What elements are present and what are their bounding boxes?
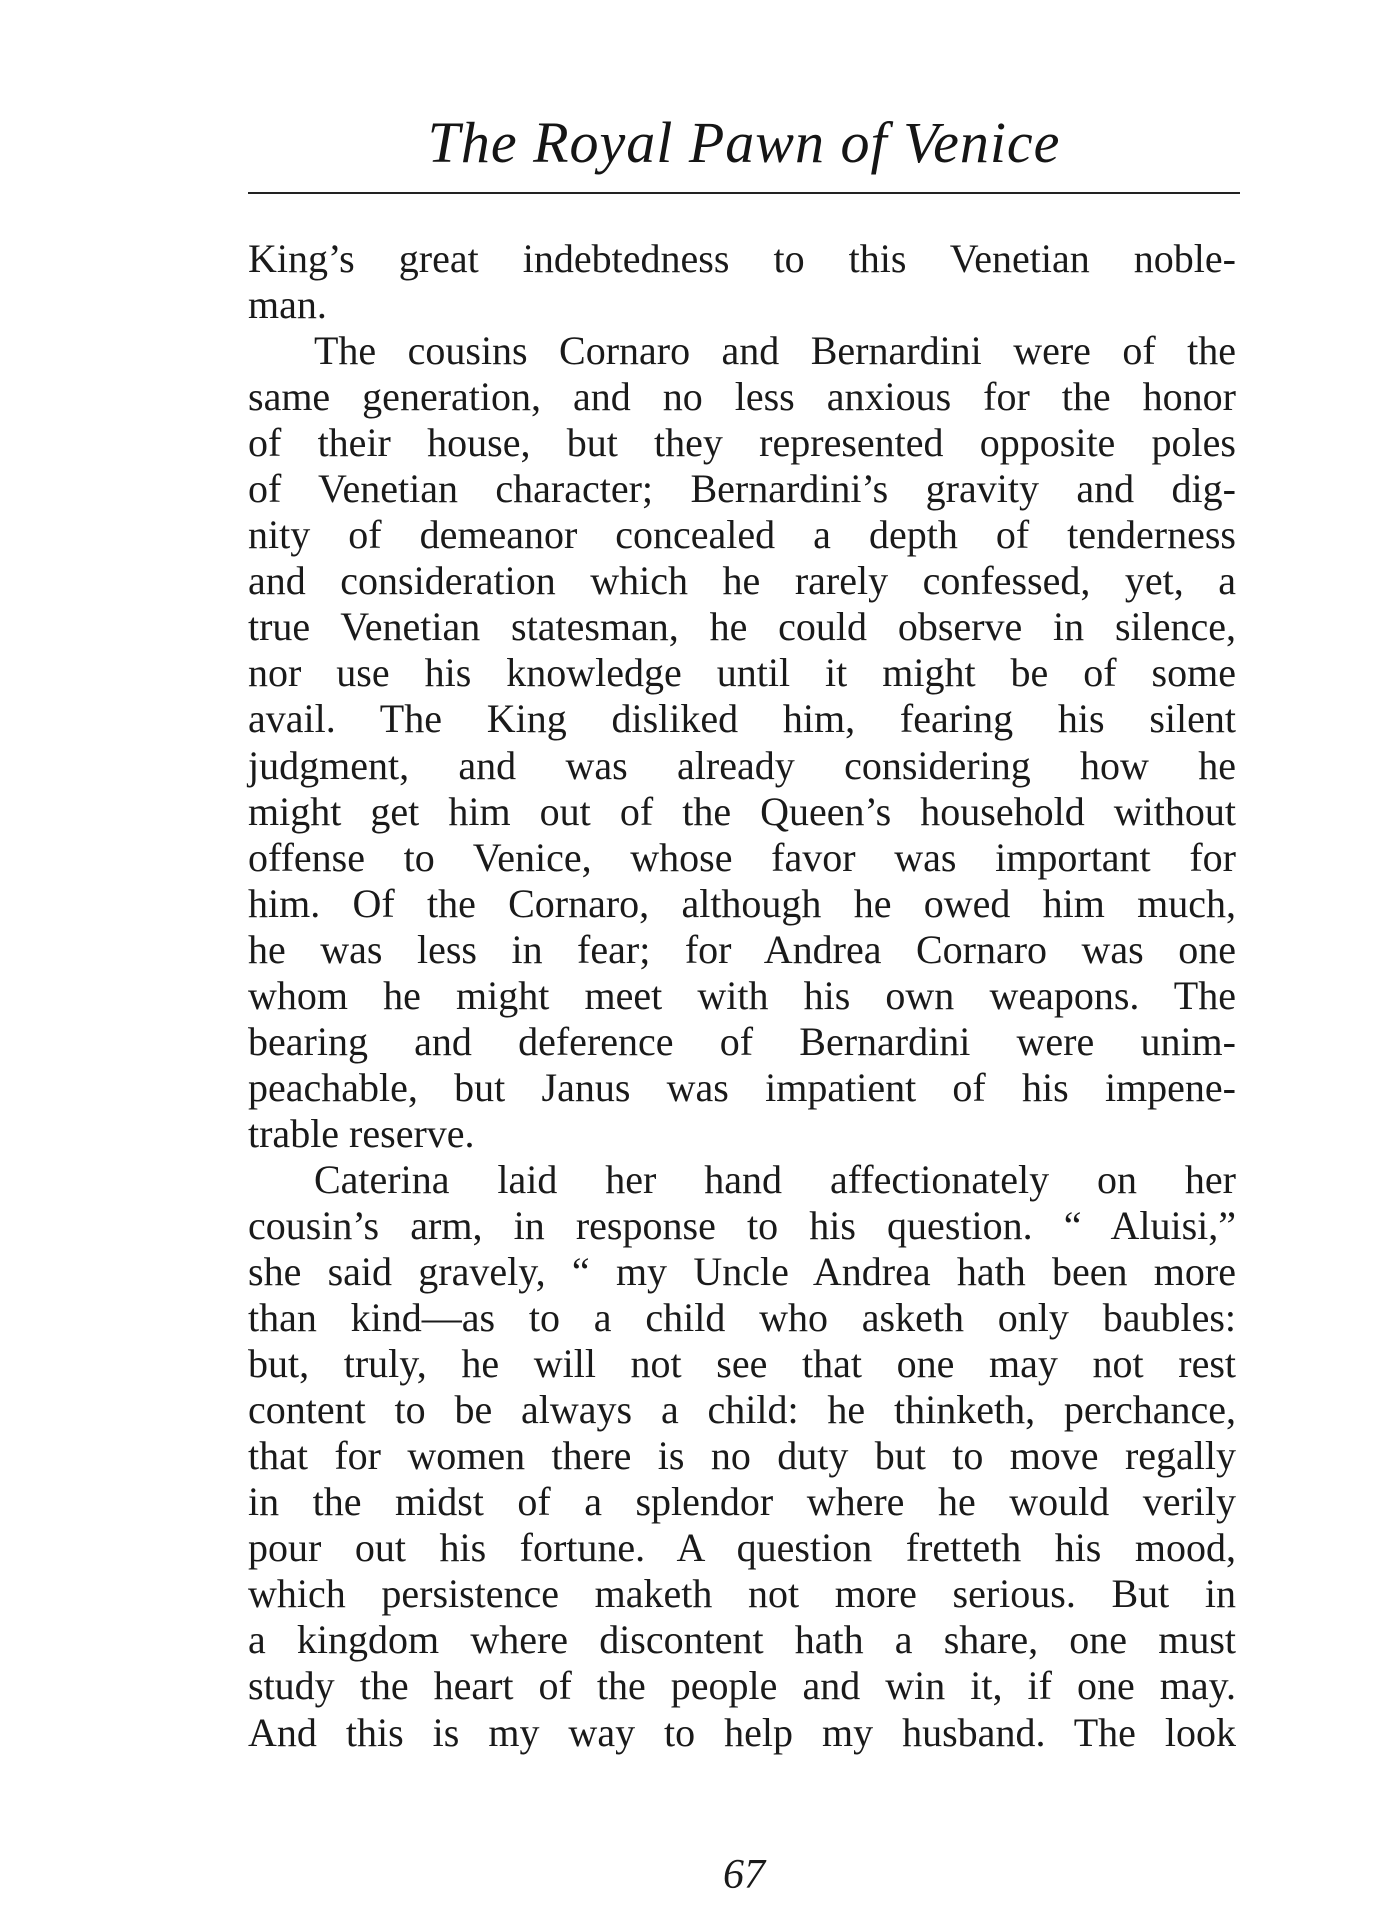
text-line: true Venetian statesman, he could observe in silence, xyxy=(248,604,1236,650)
text-line: And this is my way to help my husband. The look xyxy=(248,1709,1236,1755)
page-number: 67 xyxy=(723,1852,765,1898)
text-line: that for women there is no duty but to move regally xyxy=(248,1433,1236,1479)
text-line: she said gravely, “ my Uncle Andrea hath been more xyxy=(248,1249,1236,1295)
text-line: Caterina laid her hand affectionately on her xyxy=(314,1156,1236,1202)
text-line: nor use his knowledge until it might be of some xyxy=(248,650,1236,696)
header-rule xyxy=(248,192,1240,194)
text-line: content to be always a child: he thinketh, perchance, xyxy=(248,1387,1236,1433)
text-line: whom he might meet with his own weapons. The xyxy=(248,972,1236,1018)
text-line: trable reserve. xyxy=(248,1110,475,1156)
text-line: might get him out of the Queen’s household without xyxy=(248,788,1236,834)
text-line: him. Of the Cornaro, although he owed him much, xyxy=(248,880,1236,926)
body-text xyxy=(248,236,1236,1756)
text-line: The cousins Cornaro and Bernardini were of the xyxy=(314,328,1236,374)
text-line: cousin’s arm, in response to his question. “ Aluisi,” xyxy=(248,1202,1236,1248)
text-line: a kingdom where discontent hath a share, one must xyxy=(248,1617,1236,1663)
text-line: offense to Venice, whose favor was important for xyxy=(248,834,1236,880)
text-line: and consideration which he rarely confessed, yet, a xyxy=(248,558,1236,604)
text-line: than kind—as to a child who asketh only baubles: xyxy=(248,1295,1236,1341)
text-line: of their house, but they represented opposite poles xyxy=(248,420,1236,466)
text-line: King’s great indebtedness to this Venetian noble- xyxy=(248,236,1236,281)
text-line: same generation, and no less anxious for the honor xyxy=(248,374,1236,420)
text-line: which persistence maketh not more serious. But in xyxy=(248,1571,1236,1617)
text-line: nity of demeanor concealed a depth of tenderness xyxy=(248,512,1236,558)
text-line: pour out his fortune. A question fretteth his mood, xyxy=(248,1525,1236,1571)
running-head-title: The Royal Pawn of Venice xyxy=(427,110,1061,175)
text-line: but, truly, he will not see that one may not rest xyxy=(248,1341,1236,1387)
text-line: of Venetian character; Bernardini’s gravity and dig- xyxy=(248,466,1236,512)
text-line: judgment, and was already considering how he xyxy=(248,742,1236,788)
text-line: man. xyxy=(248,282,327,328)
text-line: avail. The King disliked him, fearing his silent xyxy=(248,696,1236,742)
text-line: bearing and deference of Bernardini were unim- xyxy=(248,1018,1236,1064)
text-line: he was less in fear; for Andrea Cornaro was one xyxy=(248,926,1236,972)
text-line: in the midst of a splendor where he would verily xyxy=(248,1479,1236,1525)
text-line: peachable, but Janus was impatient of his impene- xyxy=(248,1064,1236,1110)
text-line: study the heart of the people and win it, if one may. xyxy=(248,1663,1236,1709)
